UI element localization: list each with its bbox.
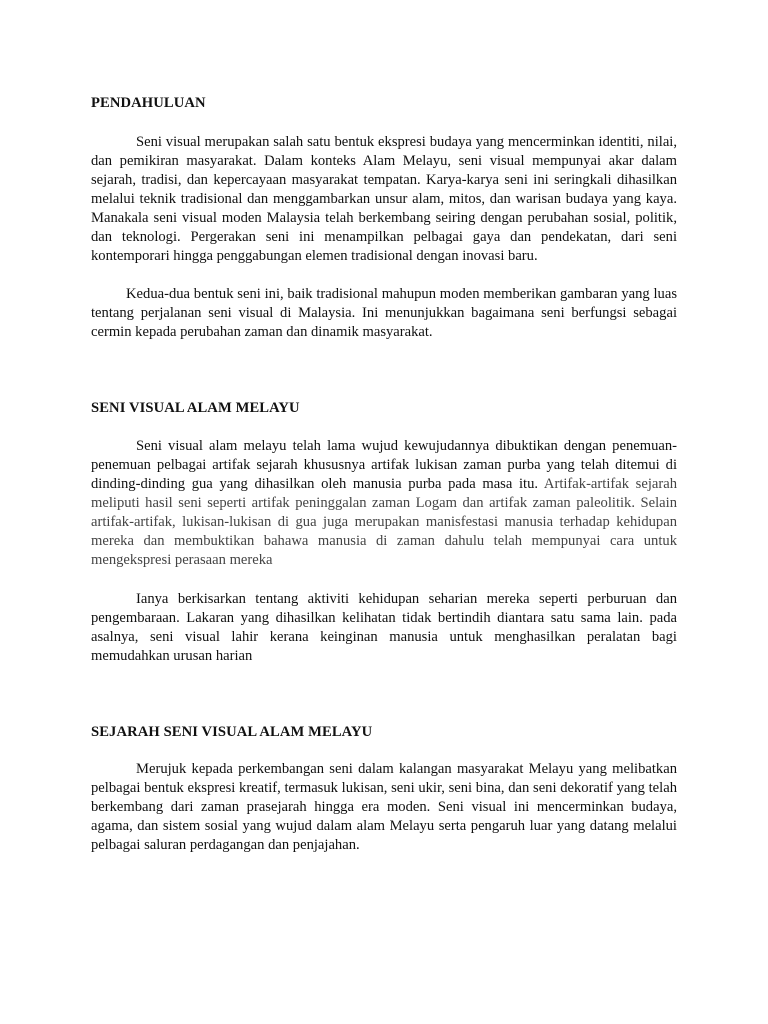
document-page — [91, 94, 677, 855]
paragraph-seni-visual-1 — [91, 437, 677, 570]
paragraph-seni-visual-2: Ianya berkisarkan tentang aktiviti kehidupan seharian mereka seperti perburuan dan pengembaraan. Lakaran yang dihasilkan kelihatan tidak bertindih diantara satu sama lain. pada asalnya, seni visual lahir kerana keinginan manusia untuk menghasilkan peralatan bagi memudahkan urusan harian — [91, 591, 677, 664]
section-heading-pendahuluan: PENDAHULUAN — [91, 95, 206, 111]
paragraph-seni-visual-1-part2: Artifak-artifak sejarah meliputi hasil seni seperti artifak peninggalan zaman Logam dan artifak zaman paleolitik. Selain artifak-artifak, lukisan-lukisan di gua juga merupakan manisfestasi manusia terhadap kehidupan mereka dan membuktikan bahawa manusia di zaman dahulu telah mempunyai cara untuk mengekspresi perasaan mereka — [91, 476, 677, 568]
paragraph-pendahuluan-2: Kedua-dua bentuk seni ini, baik tradisional mahupun moden memberikan gambaran yang luas tentang perjalanan seni visual di Malaysia. Ini menunjukkan bagaimana seni berfungsi sebagai cermin kepada perubahan zaman dan dinamik masyarakat. — [91, 286, 677, 340]
section-heading-sejarah: SEJARAH SENI VISUAL ALAM MELAYU — [91, 724, 373, 740]
paragraph-sejarah-1: Merujuk kepada perkembangan seni dalam kalangan masyarakat Melayu yang melibatkan pelbagai bentuk ekspresi kreatif, termasuk lukisan, seni ukir, seni bina, dan seni dekoratif yang telah berkembang dari zaman prasejarah hingga era moden. Seni visual ini mencerminkan budaya, agama, dan sistem sosial yang wujud dalam alam Melayu serta pengaruh luar yang datang melalui pelbagai saluran perdagangan dan penjajahan. — [91, 761, 677, 853]
paragraph-seni-visual-1-part1: Seni visual alam melayu telah lama wujud kewujudannya dibuktikan dengan penemuan-penemuan pelbagai artifak sejarah khususnya artifak lukisan zaman purba yang telah ditemui di dinding-dinding gua yang dihasilkan oleh manusia purba pada masa itu. — [91, 438, 677, 492]
paragraph-pendahuluan-1: Seni visual merupakan salah satu bentuk ekspresi budaya yang mencerminkan identiti, nilai, dan pemikiran masyarakat. Dalam konteks Alam Melayu, seni visual mempunyai akar dalam sejarah, tradisi, dan kepercayaan masyarakat tempatan. Karya-karya seni ini seringkali dihasilkan melalui teknik tradisional dan menggambarkan unsur alam, mitos, dan warisan budaya yang kaya. Manakala seni visual moden Malaysia telah berkembang seiring dengan perubahan sosial, politik, dan teknologi. Pergerakan seni ini menampilkan pelbagai gaya dan pendekatan, dari seni kontemporari hingga penggabungan elemen tradisional dengan inovasi baru. — [91, 134, 677, 264]
section-heading-seni-visual-alam-melayu: SENI VISUAL ALAM MELAYU — [91, 400, 300, 416]
